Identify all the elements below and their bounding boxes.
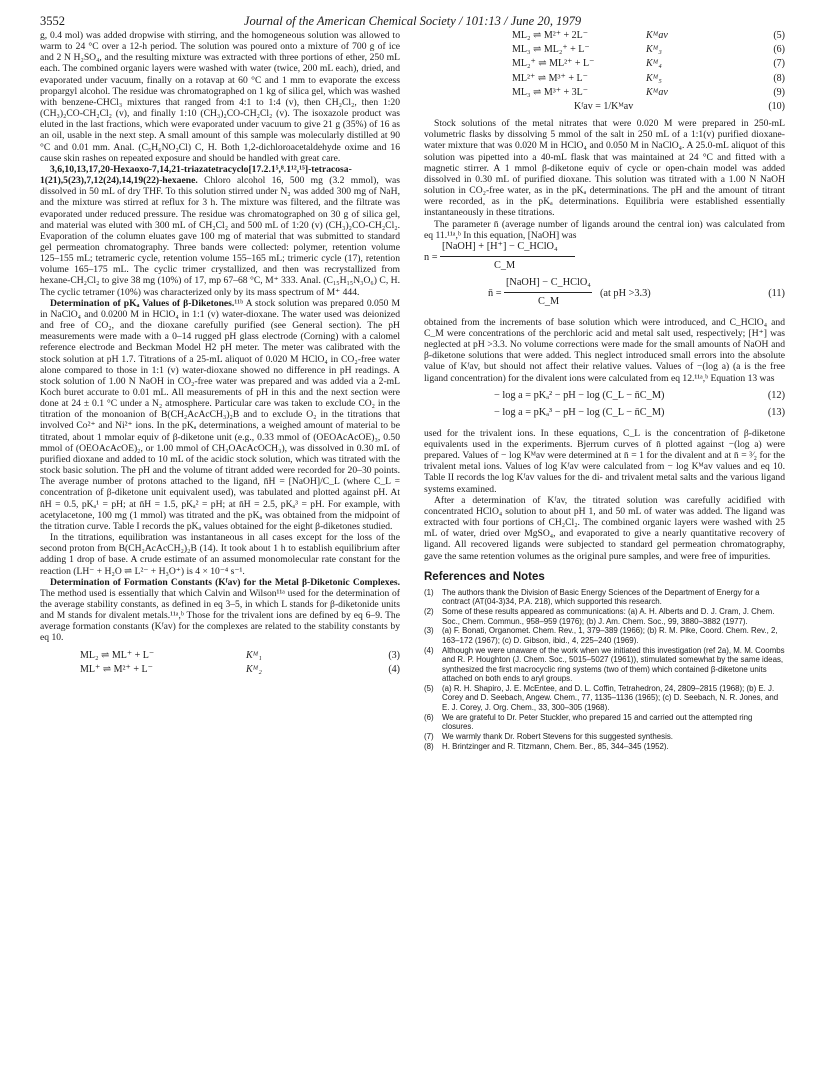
reference-text: The authors thank the Division of Basic Energy Sciences of the Department of Energy for a contract (AT(04-3)34, P.A. 218), which supported this research.: [442, 587, 760, 607]
equation-number: (7): [773, 58, 785, 70]
paragraph: [40, 298, 400, 532]
equation-number: (10): [768, 100, 785, 112]
paragraph-body: The method used is essentially that which Calvin and Wilson¹¹ᵃ used for the determination of the average stability constants, as defined in eq 3–5, in which L stands for β-diketonide units and M stands for divalent metals.¹¹ᵃ,ᵇ Those for the trivalent ions are defined by eq 6–9. The average formation constants (Kᶠav) for the complexes are related to the stability constants by eq 10.: [40, 587, 400, 644]
fraction-numerator: [NaOH] + [H⁺] − C_HClO₄: [442, 240, 558, 252]
equation-number: (9): [773, 86, 785, 98]
reference-number: (5): [424, 683, 434, 693]
equation-constant: Kᴹ₂: [246, 663, 262, 675]
equation-number: (13): [767, 406, 785, 418]
paragraph: g, 0.4 mol) was added dropwise with stirring, and the homogeneous solution was allowed to warm to 24 °C over a 12-h period. The solution was poured onto a mixture of 700 g of ice and 2 N H₂SO₄, and the resulting mixture was extracted with three portions of ether, 250 mL each. The combined organic layers were washed with water (twice, 200 mL each), dried, and evaporated under vacuum, finally on a rotavap at 60 °C and 1 mm to evaporate the excess propargyl alcohol. The residue was chromatographed on 1 kg of silica gel, which was washed with benzene-CHCl₃ mixtures that ranged from 4:1 to 1:4 (v), then CH₂Cl₂, then 1:20 (CH₃)₂CO-CH₂Cl₂ (v), and finally 1:10 (CH₃)₂CO-CH₂Cl₂ (v). The isoxazole product was eluted in the last fractions, which were evaporated under vacuum to give 21 g (35%) of 16 as an oil, usable in the next step. A small amount of this sample was molecularly distilled at 90 °C and 0.01 mm. Anal. (C₅H₆NO₂Cl) C, H. Both 1,2-dichloroacetaldehyde oxime and 16 cause skin rashes on repeated exposure and should be handled with great care.: [40, 30, 400, 164]
right-column: [424, 30, 785, 752]
equation-expression: ML⁺ ⇌ M²⁺ + L⁻: [80, 663, 153, 675]
fraction-bar: [504, 292, 592, 293]
compound-heading: 3,6,10,13,17,20-Hexaoxo-7,14,21-triazatetracyclo[17.2.1⁵,⁸.1¹²,¹⁵]-tetracosa-1(21),5(23),7,12(24),14,19(22)-hexaene.: [40, 163, 352, 187]
equation-expression: ML₃ ⇌ ML₂⁺ + L⁻: [512, 44, 590, 56]
reference-text: Some of these results appeared as communications: (a) A. H. Alberts and D. J. Cram, J. Chem. Soc., Chem. Commun., 958–959 (1976); (b) J. Am. Chem. Soc., 99, 3880–3882 (1977).: [442, 607, 775, 626]
reference-item: [424, 732, 785, 741]
reference-number: (3): [424, 626, 434, 636]
equation-9: [424, 87, 785, 101]
reference-text: We are grateful to Dr. Peter Stuckler, who prepared 15 and carried out the attempted ring closures.: [442, 712, 753, 731]
reference-number: (2): [424, 607, 434, 617]
reference-text: (a) F. Bonati, Organomet. Chem. Rev., 1, 379–389 (1966); (b) R. M. Pike, Coord. Chem. Rev., 2, 163–172 (1967); (c) D. Gibson, ibid., 4, 225–240 (1969).: [442, 626, 778, 645]
reference-text: Although we were unaware of the work when we initiated this investigation (ref 2a), M. M. Coombs and R. P. Houghton (J. Chem. Soc., 5015–5027 (1961)), stimulated somewhat by the same ideas, synthesized the first macrocyclic ring systems (two of them) which contained β-diketone units attached on both ends to aryl groups.: [442, 645, 785, 683]
equation-12: [424, 390, 785, 407]
equation-expression: ML₃ ⇌ M³⁺ + 3L⁻: [512, 86, 589, 98]
reference-item: [424, 684, 785, 712]
equation-11: [424, 277, 785, 313]
equation-number: (11): [768, 287, 785, 299]
paragraph-body: Chloro alcohol 16, 500 mg (3.2 mmol), was dissolved in 50 mL of dry THF. To this solution stirred under N₂ was added 300 mg of NaH, and the mixture was stirred at reflux for 3 h. The mixture was filtered, and the filtrate was evaporated under reduced pressure. The residue was chromatographed on 30 g of silica gel, and material was eluted with 300 mL of CH₂Cl₂ and 500 mL of 1:20 (v) (CH₃)₂CO-CH₂Cl₂. Evaporation of the column eluates gave 100 mg of material that was submitted to standard gel permeation chromatography. Three bands were collected: polymer, retention volume 125–155 mL; tetrameric cycle, retention volume 155–165 mL; trimeric cycle (17), retention volume 165–175 mL. The cyclic trimer crystallized, and then was recrystallized from hexane-CH₂Cl₂ to give 38 mg (10%) of 17, mp 67–68 °C, M⁺ 333. Anal. (C₁₅H₁₅N₃O₆) C, H. The cyclic tetramer (10%) was characterized only by its mass spectrum of M⁺ 444.: [40, 175, 400, 298]
paragraph: [40, 577, 400, 644]
equation-7: [424, 58, 785, 72]
paragraph: Stock solutions of the metal nitrates that were 0.020 M were prepared in 250-mL volumetric flasks by dissolving 5 mmol of the salt in 250 mL of a 1:1(v) purified dioxane-water mixture that was 0.020 M in HClO₄ and 0.050 M in NaClO₄. A 25.0-mL aliquot of this solution was pipetted into a 40-mL flask that was maintained at 24 °C and fitted with a magnetic stirrer. A 1 mmol β-diketone equiv of cycle or open-chain model was added dissolved in 0.30 mL of purified dioxane. This solution was titrated with a 1.00 N NaOH solution in CO₂-free water, as in the pKₐ determinations. The pH and the amount of titrant were recorded, as in the pKₐ determinations. Equilibria were established essentially instantaneously in these titrations.: [424, 118, 785, 219]
journal-citation: Journal of the American Chemical Society / 101:13 / June 20, 1979: [243, 14, 582, 28]
reference-text: H. Brintzinger and R. Titzmann, Chem. Ber., 85, 344–345 (1952).: [442, 741, 669, 751]
equation-5: [424, 30, 785, 44]
equation-expression: ML₂⁺ ⇌ ML²⁺ + L⁻: [512, 58, 595, 70]
equation-expression: Kᶠav = 1/Kᴹav: [574, 100, 634, 112]
reference-number: (4): [424, 645, 434, 655]
reference-text: We warmly thank Dr. Robert Stevens for this suggested synthesis.: [442, 731, 673, 741]
equation-number: (8): [773, 72, 785, 84]
equation-expression: ML₂ ⇌ ML⁺ + L⁻: [80, 649, 155, 661]
reference-number: (7): [424, 731, 434, 741]
reference-item: [424, 713, 785, 732]
fraction-numerator: [NaOH] − C_HClO₄: [506, 276, 591, 288]
equation-expression: − log a = pKₐ³ − pH − log (C_L − n̄C_M): [494, 406, 665, 418]
equation-constant: Kᴹ₁: [246, 649, 262, 661]
fraction-denominator: C_M: [538, 295, 560, 307]
equation-8: [424, 73, 785, 87]
references-heading: References and Notes: [424, 570, 545, 583]
equation-constant: Kᴹ₄: [646, 58, 662, 70]
equation-number: (4): [388, 663, 400, 675]
equation-constant: Kᴹ₅: [646, 72, 662, 84]
page-number: 3552: [40, 14, 65, 28]
paragraph: used for the trivalent ions. In these equations, C_L is the concentration of β-diketone equivalents used in the experiments. Bjerrum curves of n̄ plotted against −(log a) were prepared. Values of − log Kᴹav were determined at n̄ = 1 for the divalent and at n̄ = ³⁄₂ for the trivalent metal ions. Values of log Kᶠav were calculated from − log Kᴹav values and eq 10. Table II records the log Kᶠav values for the di- and trivalent metal salts and the various ligand systems examined.: [424, 427, 785, 495]
section-heading: Determination of Formation Constants (Kᶠav) for the Metal β-Diketonic Complexes.: [50, 576, 400, 588]
equation-4: [40, 664, 400, 678]
references-list: [424, 588, 785, 751]
paragraph-body: ¹¹ᵇ A stock solution was prepared 0.050 M in NaClO₄ and 0.0200 M in HClO₄ in 1:1 (v) water-dioxane. The water used was deionized and free of CO₂, and the dioxane carefully purified (see General section). The pH measurements were made with a 0–14 rugged pH glass electrode (Corning) with a calomel reference electrode and Beckman Model H2 pH meter. The meter was calibrated with the stock solution at pH 1.7. Titrations of a 25-mL aliquot of 0.020 M HClO₄ in CO₂-free water alone compared to those in 1:1 (v) water-dioxane showed no difference in pH readings. A stock solution of 1.00 N NaOH in CO₂-free water was prepared and was added via a 2-mL Koch buret accurate to 0.01 mL. All measurements of pH in this and the next section were done at 24 ± 0.1 °C under a N₂ atmosphere. Particular care was taken to exclude CO₂ in the titration of the monoanion of B(CH₂AcAcCH₃)₂B and to exclude O₂ in the titrations that involved Co²⁺ and Ni²⁺ ions. In the pKₐ determinations, a weighed amount of material to be titrated, about 1 mmolar equiv of β-diketone unit (e.g., 0.33 mmol of (OEOAcAcOE)₃, 0.50 mmol of (OEOAcAcOE)₂, or 1.00 mmol of CH₃OAcAcOCH₃), was dissolved in 0.30 mL of purified dioxane and added to 10 mL of the acidic stock solution, which was titrated with the stock basic solution. The pH and the volume of titrant added were recorded for 20–30 points. The average number of protons attached to the ligand, n̄H = [NaOH]/C_L (where C_L = concentration of β-diketone unit equivalent used), was tabulated and plotted against pH. At n̄H = 0.5, pKₐ¹ = pH; at n̄H = 1.5, pKₐ² = pH; at n̄H = 2.5, pKₐ³ = pH. For example, with acetylacetone, 100 mg (1 mmol) was titrated and the pKₐ was obtained from the midpoint of the titration curve. Table I records the pKₐ values obtained for the eight β-diketones studied.: [40, 297, 401, 532]
equation-number: (12): [767, 389, 785, 401]
equation-lhs: n =: [424, 251, 438, 263]
paragraph: obtained from the increments of base solution which were introduced, and C_HClO₄ and C_M were concentrations of the perchloric acid and metal salt used, respectively; [H⁺] was neglected at pH >3.3. No volume corrections were made for the small amounts of NaOH and β-diketone solutions that were added. This neglect introduced small errors into the absolute value of Kᶠav, but should not affect their relative values. Values of −(log a) (a is the free ligand concentration) for the divalent ions were calculated from eq 12.¹¹ᵃ,ᵇ Equation 13 was: [424, 316, 785, 384]
paragraph: After a determination of Kᶠav, the titrated solution was carefully acidified with concentrated HClO₄ solution to about pH 1, and 50 mL of water was added. The ligand was extracted with four portions of CH₂Cl₂. The combined organic layers were washed with 25 mL of water, dried over MgSO₄, and evaporated to give a nearly quantitative recovery of ligand. All recovered ligands were subjected to standard gel permeation chromatography, gave the same retention volumes as the original pure samples, and were free of impurities.: [424, 494, 785, 562]
fraction-denominator: C_M: [494, 259, 516, 271]
reference-item: [424, 607, 785, 626]
paragraph: [40, 164, 400, 298]
paragraph: In the titrations, equilibration was instantaneous in all cases except for the loss of the second proton from B(CH₂AcAcCH₂)₂B (14). It took about 1 h to establish equilibrium after adding 1 drop of base. A crude estimate of an assumed monomolecular rate constant for the reaction (LH⁻ + H₂O ⇌ L²⁻ + H₃O⁺) is 4 × 10⁻⁴ s⁻¹.: [40, 532, 400, 577]
equation-10: [424, 101, 785, 115]
equation-number: (3): [388, 649, 400, 661]
fraction-bar: [440, 256, 575, 257]
equation-13: [424, 407, 785, 424]
reference-item: [424, 588, 785, 607]
paragraph: The parameter n̄ (average number of ligands around the central ion) was calculated from eq 11.¹¹ᵃ,ᵇ In this equation, [NaOH] was: [424, 218, 785, 241]
equation-constant: Kᴹav: [646, 86, 668, 98]
equation-condition: (at pH >3.3): [600, 287, 651, 299]
equation-3: [40, 650, 400, 664]
equation-expression: ML²⁺ ⇌ M³⁺ + L⁻: [512, 72, 588, 84]
reference-text: (a) R. H. Shapiro, J. E. McEntee, and D. L. Coffin, Tetrahedron, 24, 2809–2815 (1968); (b) E. J. Corey and D. Seebach, Angew. Chem., 77, 1135–1136 (1965); (c) D. Seebach, N. R. Jones, and E. J. Corey, J. Org. Chem., 33, 300–305 (1968).: [442, 683, 779, 712]
equation-number: (5): [773, 30, 785, 41]
reference-number: (8): [424, 741, 434, 751]
reference-item: [424, 742, 785, 751]
section-heading: Determination of pKₐ Values of β-Diketones.: [50, 297, 235, 309]
equation-constant: Kᴹ₃: [646, 44, 662, 56]
equation-lhs: n̄ =: [488, 287, 502, 299]
reference-item: [424, 646, 785, 684]
equation-expression: ML₂ ⇌ M²⁺ + 2L⁻: [512, 30, 589, 41]
equation-number: (6): [773, 44, 785, 56]
reference-number: (1): [424, 587, 434, 597]
equation-6: [424, 44, 785, 58]
reference-number: (6): [424, 712, 434, 722]
equation-expression: − log a = pKₐ² − pH − log (C_L − n̄C_M): [494, 389, 665, 401]
equation-constant: Kᴹav: [646, 30, 668, 41]
equation-n-full: [424, 241, 785, 277]
left-column: [40, 30, 400, 678]
reference-item: [424, 626, 785, 645]
